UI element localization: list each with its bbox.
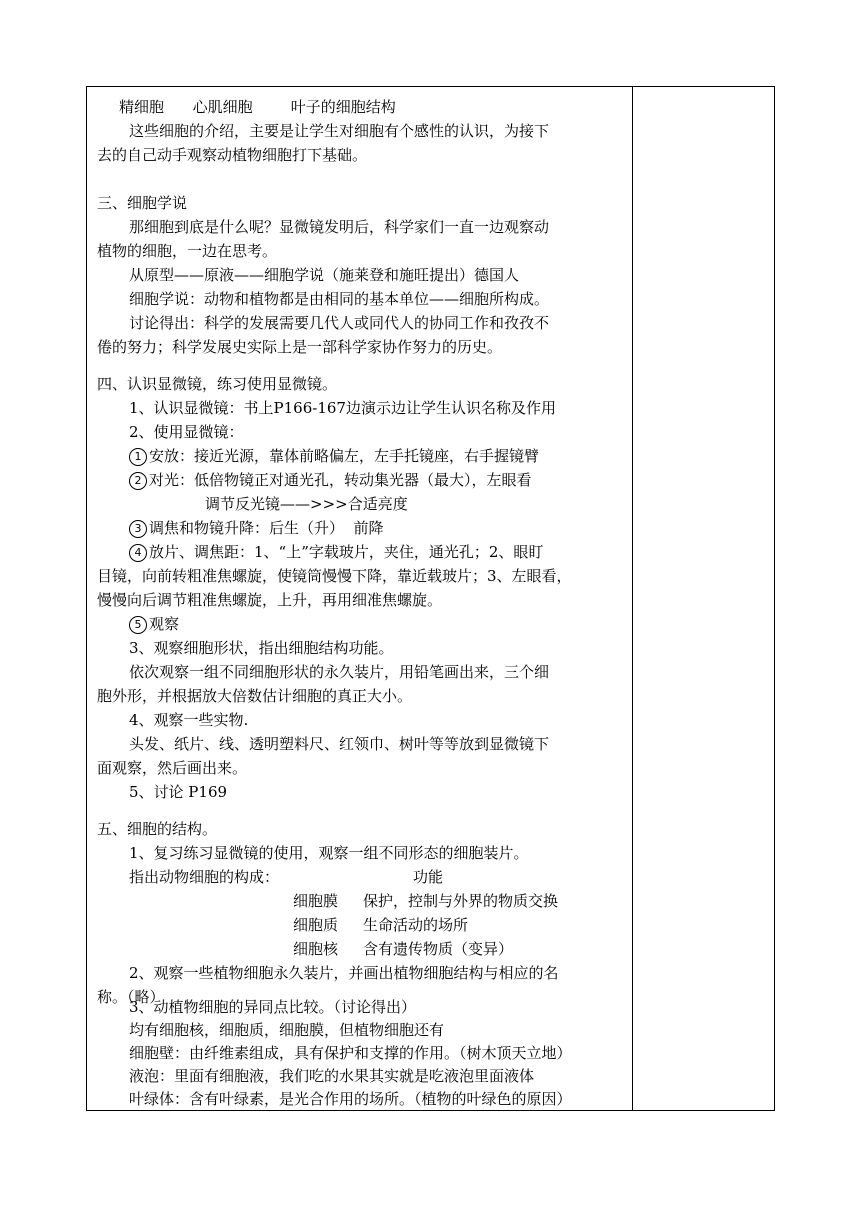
circled-number-3-icon: 3 [129,520,147,538]
text-line: 调节反光镜——>>>合适亮度 [205,495,408,513]
text-line: 1、复习练习显微镜的使用，观察一组不同形态的细胞装片。 [129,844,529,862]
text-line: 均有细胞核，细胞质，细胞膜，但植物细胞还有 [129,1021,445,1039]
text-line: 2 对光：低倍物镜正对通光孔，转动集光器（最大），左眼看 [129,468,532,492]
text-line: 指出动物细胞的构成： [129,868,280,886]
text-line: 1 安放：接近光源，靠体前略偏左，左手托镜座，右手握镜臂 [129,444,539,468]
circled-number-1-icon: 1 [129,448,147,466]
text-line: 5 观察 [129,612,179,636]
text-line: 倦的努力；科学发展史实际上是一部科学家协作努力的历史。 [97,338,503,356]
text-line: 4、观察一些实物. [129,711,249,729]
text-line: 从原型——原液——细胞学说（施莱登和施旺提出）德国人 [129,266,520,284]
text-line: 2、使用显微镜： [129,423,244,441]
text-line: 依次观察一组不同细胞形状的永久装片，用铅笔画出来，三个细 [129,663,550,681]
text-line: 生命活动的场所 [363,916,469,934]
section-heading: 四、认识显微镜，练习使用显微镜。 [97,375,338,393]
text-line: 保护，控制与外界的物质交换 [363,892,559,910]
text-line: 细胞膜 [293,892,339,910]
text-line: 头发、纸片、线、透明塑料尺、红领巾、树叶等等放到显微镜下 [129,735,550,753]
text-line: 细胞核 [293,940,339,958]
text-line: 功能 [413,868,444,886]
text-line: 慢慢向后调节粗准焦螺旋，上升，再用细准焦螺旋。 [97,591,443,609]
text-line: 植物的细胞，一边在思考。 [97,242,278,260]
text-line: 称。（略） [97,988,165,1006]
text-line: 3 调焦和物镜升降：后生（升） 前降 [129,516,384,540]
text-line: 那细胞到底是什么呢？显微镜发明后，科学家们一直一边观察动 [129,218,550,236]
section-heading: 五、细胞的结构。 [97,820,218,838]
text-line: 4 放片、调焦距：1、“上”字载玻片，夹住，通光孔；2、眼盯 [129,540,543,564]
column-divider [632,87,633,1110]
text-line: 胞外形，并根据放大倍数估计细胞的真正大小。 [97,687,413,705]
text-line: 叶绿体：含有叶绿素，是光合作用的场所。（植物的叶绿色的原因） [129,1090,572,1108]
text-line: 细胞壁：由纤维素组成，具有保护和支撑的作用。（树木顶天立地） [129,1044,572,1062]
text-line: 2、观察一些植物细胞永久装片，并画出植物细胞结构与相应的名 [129,964,559,982]
text-line: 液泡：里面有细胞液，我们吃的水果其实就是吃液泡里面液体 [129,1067,535,1085]
text-line: 讨论得出：科学的发展需要几代人或同代人的协同工作和孜孜不 [129,314,550,332]
circled-number-2-icon: 2 [129,472,147,490]
circled-number-4-icon: 4 [129,544,147,562]
text-line: 3、观察细胞形状，指出细胞结构功能。 [129,639,394,657]
text-line: 5、讨论 P169 [129,783,228,801]
lesson-content-cell [87,87,632,1110]
section-heading: 三、细胞学说 [97,194,188,212]
text-line: 目镜，向前转粗准焦螺旋，使镜筒慢慢下降，靠近载玻片；3、左眼看， [97,567,572,585]
text-line: 精细胞 心肌细胞 叶子的细胞结构 [119,98,396,116]
text-line: 含有遗传物质（变异） [363,940,514,958]
text-line: 1、认识显微镜：书上P166-167边演示边让学生认识名称及作用 [129,399,556,417]
text-line: 去的自己动手观察动植物细胞打下基础。 [97,146,368,164]
text-line: 这些细胞的介绍，主要是让学生对细胞有个感性的认识，为接下 [129,122,550,140]
text-line: 3、动植物细胞的异同点比较。（讨论得出） [129,998,417,1016]
text-line: 细胞质 [293,916,339,934]
circled-number-5-icon: 5 [129,616,147,634]
lesson-table [86,86,775,1111]
text-line: 面观察，然后画出来。 [97,759,248,777]
text-line: 细胞学说：动物和植物都是由相同的基本单位——细胞所构成。 [129,290,550,308]
